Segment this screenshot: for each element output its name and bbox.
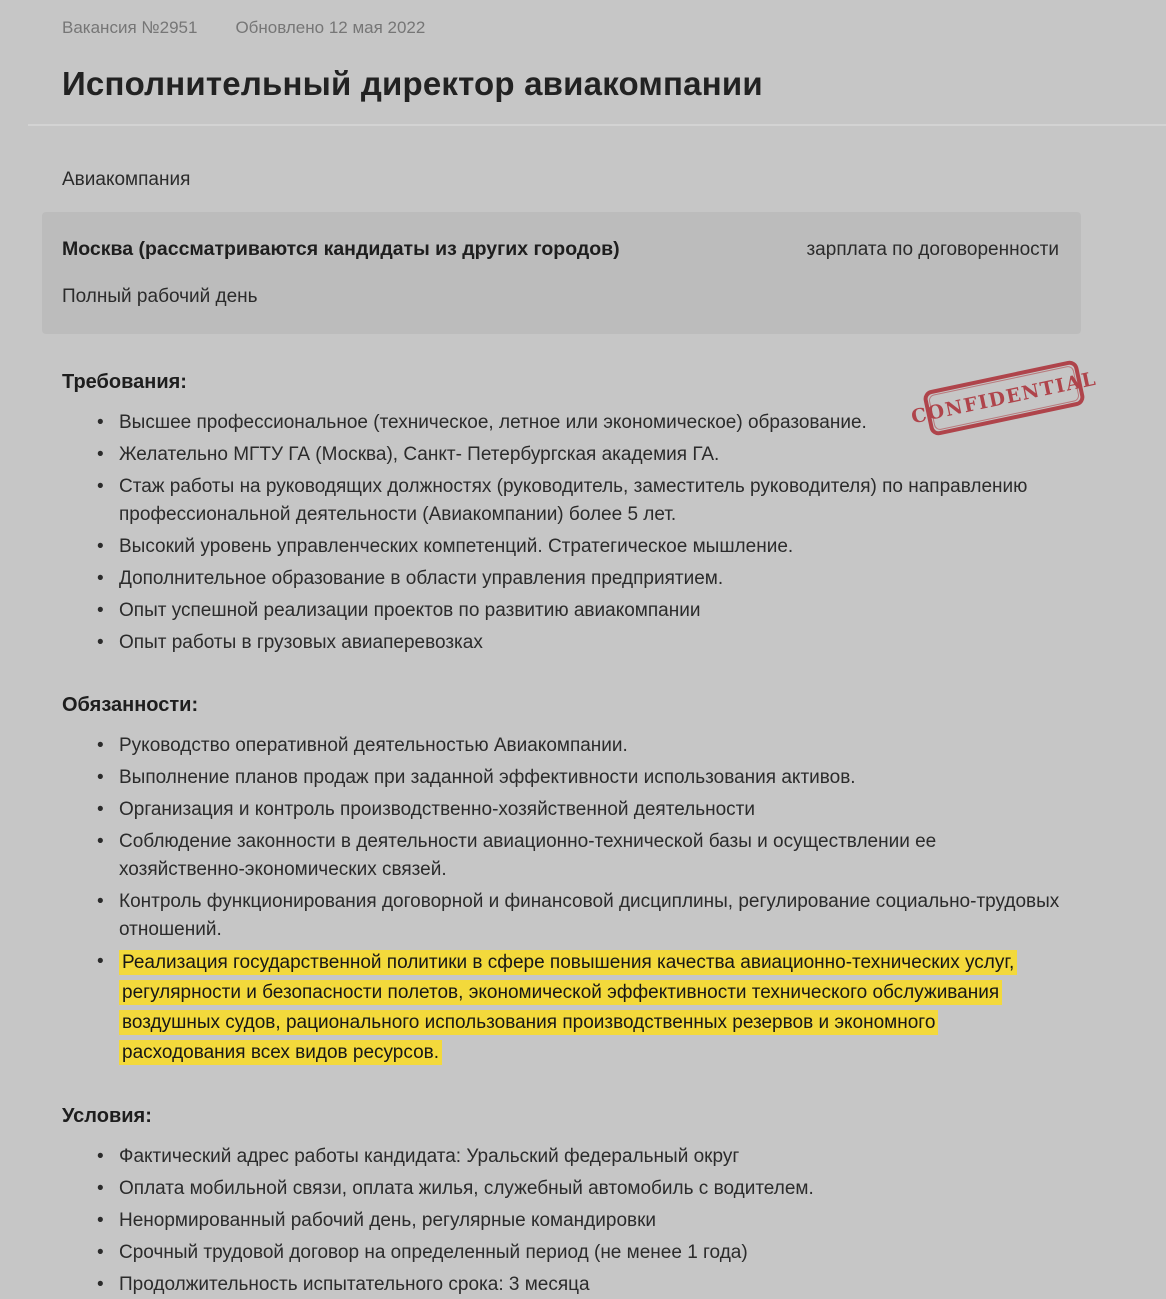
section-heading: Обязанности:	[62, 694, 199, 716]
list-item	[97, 597, 1062, 625]
updated-date: Обновлено 12 мая 2022	[235, 18, 426, 37]
list-item	[97, 828, 1062, 884]
bullet-icon: •	[97, 891, 104, 912]
sections-container	[62, 371, 1074, 1299]
bullet-icon: •	[97, 600, 104, 621]
section-heading: Условия:	[62, 1105, 152, 1127]
list-item	[97, 1271, 1062, 1299]
list-item	[97, 948, 1062, 1068]
section-list	[97, 1143, 1074, 1299]
list-item-text: Оплата мобильной связи, оплата жилья, служебный автомобиль с водителем.	[119, 1178, 814, 1199]
list-item-text: Опыт работы в грузовых авиаперевозках	[119, 632, 483, 653]
list-item	[97, 888, 1062, 944]
list-item	[97, 1175, 1062, 1203]
section	[62, 694, 1074, 1068]
list-item	[97, 565, 1062, 593]
bullet-icon: •	[97, 476, 104, 497]
bullet-icon: •	[97, 1146, 104, 1167]
list-item-text: Выполнение планов продаж при заданной эффективности использования активов.	[119, 767, 856, 788]
confidential-stamp-label: CONFIDENTIAL	[909, 367, 1099, 429]
bullet-icon: •	[97, 735, 104, 756]
section-list	[97, 732, 1074, 1068]
list-item	[97, 533, 1062, 561]
schedule-text: Полный рабочий день	[62, 286, 258, 307]
bullet-icon: •	[97, 951, 104, 972]
section	[62, 1105, 1074, 1299]
meta-row	[62, 18, 1074, 38]
bullet-icon: •	[97, 444, 104, 465]
page-title: Исполнительный директор авиакомпании	[62, 65, 763, 102]
vacancy-number: Вакансия №2951	[62, 18, 198, 37]
list-item-text-highlighted: Реализация государственной политики в сфере повышения качества авиационно-технических услуг, регулярности и безопасности полетов, экономической эффективности технического обслуживания воздушных судов, рационального использования производственных резервов и экономного расходования всех видов ресурсов.	[119, 950, 1017, 1065]
list-item-text: Продолжительность испытательного срока: 3 месяца	[119, 1274, 590, 1295]
list-item	[97, 764, 1062, 792]
list-item-text: Высокий уровень управленческих компетенций. Стратегическое мышление.	[119, 536, 794, 557]
list-item-text: Руководство оперативной деятельностью Авиакомпании.	[119, 735, 628, 756]
bullet-icon: •	[97, 1242, 104, 1263]
salary-text: зарплата по договоренности	[806, 239, 1059, 260]
list-item	[97, 1143, 1062, 1171]
bullet-icon: •	[97, 1274, 104, 1295]
list-item	[97, 473, 1062, 529]
list-item-text: Дополнительное образование в области управления предприятием.	[119, 568, 724, 589]
list-item	[97, 1239, 1062, 1267]
list-item-text: Фактический адрес работы кандидата: Уральский федеральный округ	[119, 1146, 740, 1167]
list-item-text: Срочный трудовой договор на определенный период (не менее 1 года)	[119, 1242, 748, 1263]
list-item-text: Опыт успешной реализации проектов по развитию авиакомпании	[119, 600, 701, 621]
list-item	[97, 732, 1062, 760]
bullet-icon: •	[97, 799, 104, 820]
list-item	[97, 629, 1062, 657]
info-box-row	[62, 238, 1059, 261]
list-item-text: Высшее профессиональное (техническое, летное или экономическое) образование.	[119, 412, 867, 433]
section-list	[97, 409, 1074, 657]
list-item	[97, 441, 1062, 469]
title-divider	[28, 124, 1166, 126]
list-item	[97, 796, 1062, 824]
bullet-icon: •	[97, 1210, 104, 1231]
list-item-text: Организация и контроль производственно-хозяйственной деятельности	[119, 799, 755, 820]
bullet-icon: •	[97, 632, 104, 653]
list-item-text: Соблюдение законности в деятельности авиационно-технической базы и осуществлении ее хозяйственно-экономических связей.	[119, 831, 937, 880]
bullet-icon: •	[97, 1178, 104, 1199]
list-item-text: Ненормированный рабочий день, регулярные командировки	[119, 1210, 657, 1231]
company-name: Авиакомпания	[62, 169, 191, 190]
info-box	[42, 212, 1081, 334]
bullet-icon: •	[97, 568, 104, 589]
location-text: Москва (рассматриваются кандидаты из других городов)	[62, 238, 620, 260]
list-item	[97, 1207, 1062, 1235]
bullet-icon: •	[97, 767, 104, 788]
bullet-icon: •	[97, 412, 104, 433]
bullet-icon: •	[97, 536, 104, 557]
section-heading: Требования:	[62, 371, 187, 393]
list-item-text: Контроль функционирования договорной и финансовой дисциплины, регулирование социально-трудовых отношений.	[119, 891, 1060, 940]
bullet-icon: •	[97, 831, 104, 852]
list-item-text: Желательно МГТУ ГА (Москва), Санкт- Петербургская академия ГА.	[119, 444, 720, 465]
list-item-text: Стаж работы на руководящих должностях (руководитель, заместитель руководителя) по направлению профессиональной деятельности (Авиакомпании) более 5 лет.	[119, 476, 1028, 525]
